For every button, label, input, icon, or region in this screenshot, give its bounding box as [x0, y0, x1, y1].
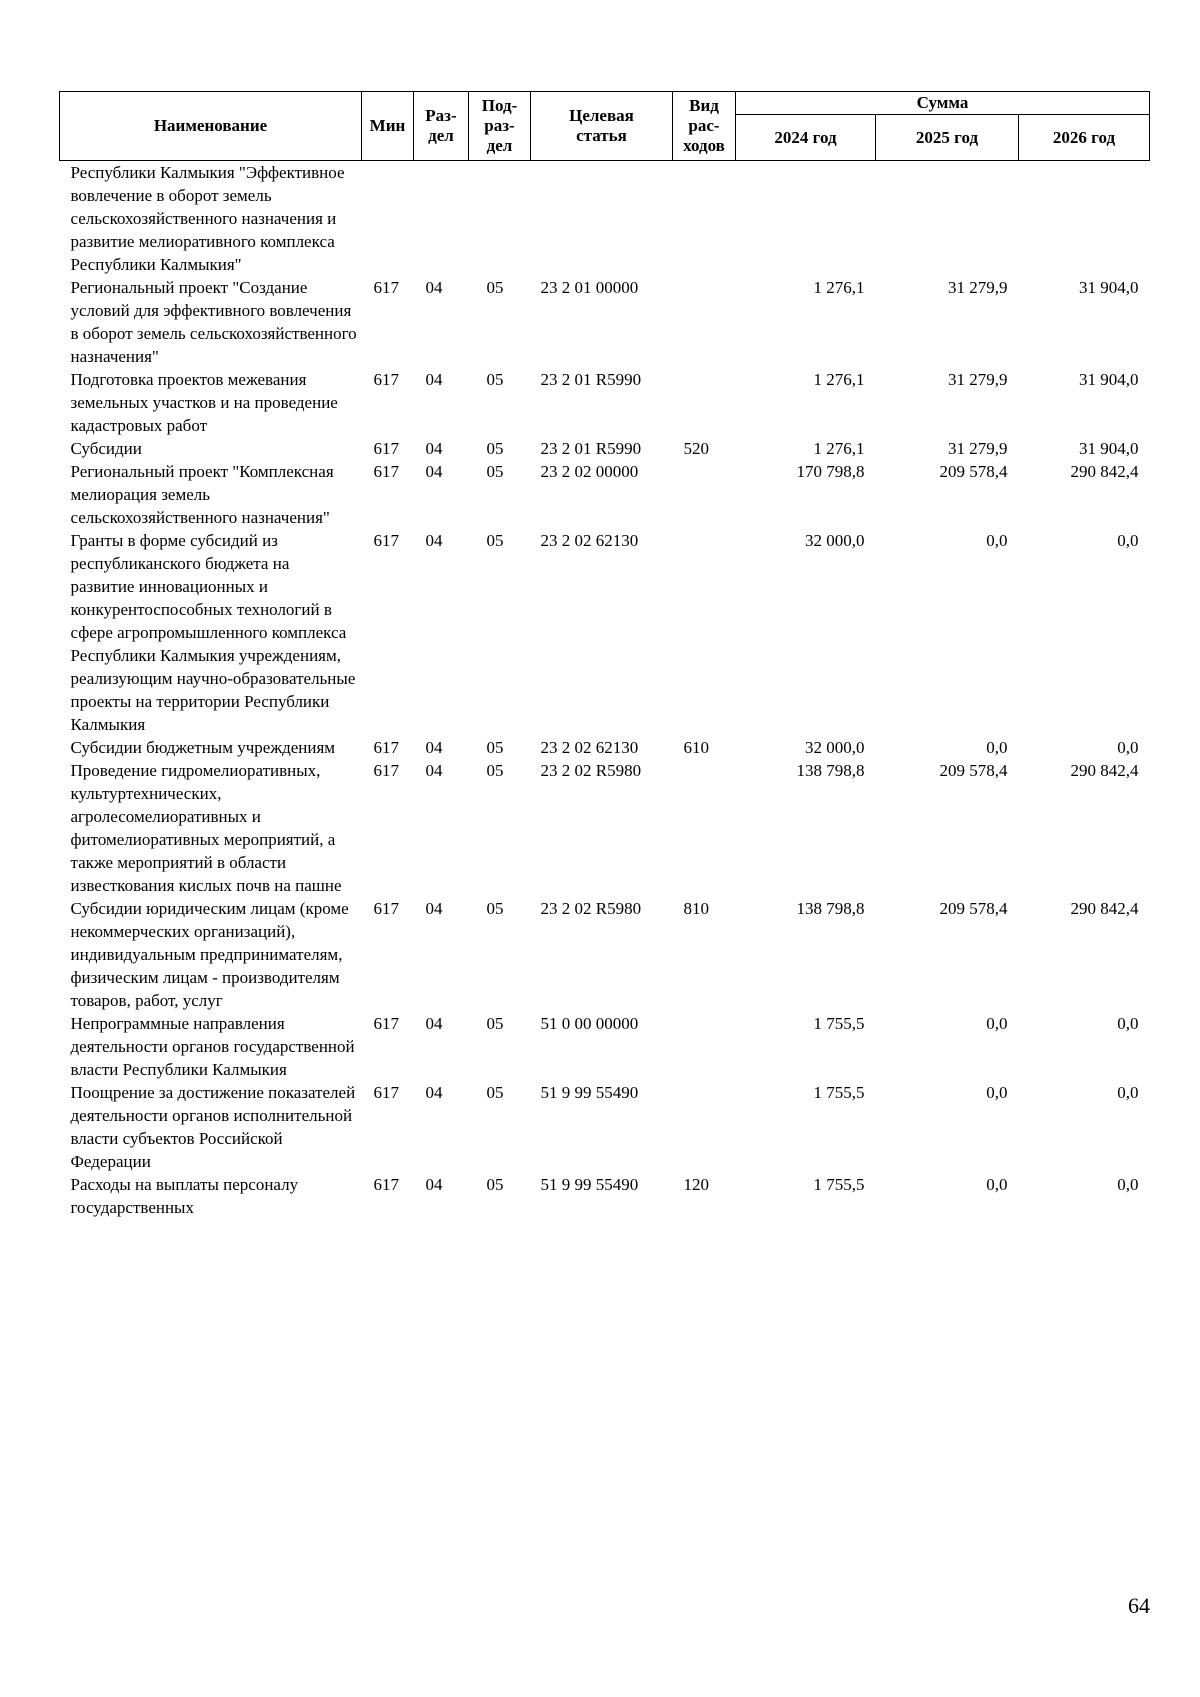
cell-razdel: 04 [425, 1083, 443, 1102]
cell-target: 23 2 02 R5980 [540, 761, 642, 780]
cell-podrazdel: 05 [486, 531, 504, 550]
cell-2026: 0,0 [1117, 1014, 1139, 1033]
cell-2024: 170 798,8 [796, 462, 865, 481]
cell-razdel: 04 [425, 1175, 443, 1194]
cell-2026: 31 904,0 [1079, 370, 1139, 389]
cell-2025: 0,0 [986, 1175, 1008, 1194]
cell-target: 51 0 00 00000 [540, 1014, 639, 1033]
cell-podrazdel: 05 [486, 462, 504, 481]
cell-min: 617 [373, 531, 399, 550]
cell-2025: 0,0 [986, 1014, 1008, 1033]
cell-razdel: 04 [425, 531, 443, 550]
cell-2025: 31 279,9 [948, 370, 1008, 389]
header-year-2026: 2026 год [1019, 115, 1150, 161]
table-row [60, 460, 1150, 529]
cell-vid [673, 529, 736, 736]
cell-2026: 0,0 [1117, 738, 1139, 757]
header-target: Целевая статья [531, 92, 673, 161]
cell-min: 617 [373, 1175, 399, 1194]
table-row [60, 1173, 1150, 1219]
cell-2024 [736, 161, 876, 277]
cell-2024: 1 755,5 [813, 1083, 865, 1102]
cell-podrazdel: 05 [486, 278, 504, 297]
cell-min: 617 [373, 899, 399, 918]
table-row [60, 1012, 1150, 1081]
cell-min: 617 [373, 462, 399, 481]
cell-target: 23 2 02 62130 [540, 738, 639, 757]
cell-name: Непрограммные направления деятельности органов государственной власти Республики Калмыкия [70, 1014, 355, 1079]
cell-razdel: 04 [425, 462, 443, 481]
cell-2025: 0,0 [986, 738, 1008, 757]
header-razdel: Раз- дел [414, 92, 469, 161]
cell-2025: 209 578,4 [939, 761, 1008, 780]
cell-2024: 32 000,0 [805, 738, 865, 757]
cell-name: Субсидии юридическим лицам (кроме некоммерческих организаций), индивидуальным предпринимателям, физическим лицам - производителям товаров, работ, услуг [70, 899, 349, 1010]
table-header [60, 92, 1150, 161]
cell-podrazdel [469, 161, 531, 277]
table-row [60, 276, 1150, 368]
cell-2026: 290 842,4 [1070, 899, 1139, 918]
table-row [60, 161, 1150, 277]
table-row [60, 759, 1150, 897]
cell-podrazdel: 05 [486, 899, 504, 918]
cell-target: 23 2 02 62130 [540, 531, 639, 550]
header-sum: Сумма [736, 92, 1150, 115]
cell-podrazdel: 05 [486, 1175, 504, 1194]
cell-podrazdel: 05 [486, 761, 504, 780]
cell-2024: 1 755,5 [813, 1014, 865, 1033]
cell-2024: 1 276,1 [813, 370, 865, 389]
cell-target: 51 9 99 55490 [540, 1175, 639, 1194]
cell-podrazdel: 05 [486, 1083, 504, 1102]
table-row [60, 437, 1150, 460]
cell-vid [673, 368, 736, 437]
cell-2024: 138 798,8 [796, 899, 865, 918]
header-podrazdel: Под- раз- дел [469, 92, 531, 161]
cell-name: Региональный проект "Комплексная мелиорация земель сельскохозяйственного назначения" [70, 462, 334, 527]
cell-target: 23 2 01 R5990 [540, 439, 642, 458]
cell-vid [673, 1081, 736, 1173]
header-min: Мин [362, 92, 414, 161]
cell-2024: 138 798,8 [796, 761, 865, 780]
cell-2026: 0,0 [1117, 1083, 1139, 1102]
cell-vid [673, 276, 736, 368]
cell-2026: 290 842,4 [1070, 462, 1139, 481]
cell-2025: 31 279,9 [948, 278, 1008, 297]
cell-vid: 120 [683, 1175, 709, 1194]
cell-2025: 209 578,4 [939, 899, 1008, 918]
cell-razdel: 04 [425, 1014, 443, 1033]
cell-2024: 1 755,5 [813, 1175, 865, 1194]
cell-min: 617 [373, 370, 399, 389]
cell-podrazdel: 05 [486, 738, 504, 757]
cell-vid [673, 460, 736, 529]
table-row [60, 368, 1150, 437]
cell-target: 51 9 99 55490 [540, 1083, 639, 1102]
cell-2026: 31 904,0 [1079, 278, 1139, 297]
cell-target: 23 2 01 R5990 [540, 370, 642, 389]
cell-min: 617 [373, 761, 399, 780]
cell-name: Республики Калмыкия "Эффективное вовлечение в оборот земель сельскохозяйственного назначения и развитие мелиоративного комплекса Республики Калмыкия" [70, 163, 345, 274]
cell-podrazdel: 05 [486, 439, 504, 458]
cell-2026: 0,0 [1117, 531, 1139, 550]
cell-2026: 31 904,0 [1079, 439, 1139, 458]
cell-2024: 32 000,0 [805, 531, 865, 550]
table-row [60, 1081, 1150, 1173]
cell-name: Подготовка проектов межевания земельных участков и на проведение кадастровых работ [70, 370, 338, 435]
cell-razdel: 04 [425, 738, 443, 757]
header-year-2025: 2025 год [876, 115, 1019, 161]
cell-name: Проведение гидромелиоративных, культуртехнических, агролесомелиоративных и фитомелиоративных мероприятий, а также мероприятий в области известкования кислых почв на пашне [70, 761, 342, 895]
cell-vid [673, 161, 736, 277]
cell-min: 617 [373, 1014, 399, 1033]
cell-2024: 1 276,1 [813, 278, 865, 297]
cell-min: 617 [373, 278, 399, 297]
page-number: 64 [1128, 1593, 1150, 1618]
cell-target: 23 2 02 R5980 [540, 899, 642, 918]
cell-min: 617 [373, 439, 399, 458]
cell-vid: 520 [683, 439, 709, 458]
cell-razdel: 04 [425, 761, 443, 780]
budget-table [59, 91, 1150, 1219]
cell-target: 23 2 02 00000 [540, 462, 639, 481]
cell-razdel: 04 [425, 899, 443, 918]
cell-vid: 610 [683, 738, 709, 757]
cell-razdel: 04 [425, 278, 443, 297]
cell-min [362, 161, 414, 277]
cell-name: Поощрение за достижение показателей деятельности органов исполнительной власти субъектов Российской Федерации [70, 1083, 356, 1171]
cell-razdel [414, 161, 469, 277]
table-row [60, 897, 1150, 1012]
cell-name: Расходы на выплаты персоналу государственных [70, 1175, 299, 1217]
header-year-2024: 2024 год [736, 115, 876, 161]
cell-vid [673, 759, 736, 897]
cell-2024: 1 276,1 [813, 439, 865, 458]
table-body [60, 161, 1150, 1220]
cell-min: 617 [373, 1083, 399, 1102]
table-row [60, 529, 1150, 736]
cell-2025: 0,0 [986, 531, 1008, 550]
cell-2026: 0,0 [1117, 1175, 1139, 1194]
cell-2025 [876, 161, 1019, 277]
cell-min: 617 [373, 738, 399, 757]
cell-vid: 810 [683, 899, 709, 918]
cell-2025: 0,0 [986, 1083, 1008, 1102]
header-name: Наименование [60, 92, 362, 161]
cell-2026 [1019, 161, 1150, 277]
cell-name: Субсидии [70, 439, 142, 458]
cell-name: Субсидии бюджетным учреждениям [70, 738, 336, 757]
table-row [60, 736, 1150, 759]
cell-vid [673, 1012, 736, 1081]
cell-podrazdel: 05 [486, 370, 504, 389]
cell-razdel: 04 [425, 439, 443, 458]
cell-name: Гранты в форме субсидий из республиканского бюджета на развитие инновационных и конкурентоспособных технологий в сфере агропромышленного комплекса Республики Калмыкия учреждениям, реализующим научно-образовательные проекты на территории Республики Калмыкия [70, 531, 356, 734]
cell-2026: 290 842,4 [1070, 761, 1139, 780]
cell-target [531, 161, 673, 277]
cell-target: 23 2 01 00000 [540, 278, 639, 297]
header-vid: Вид рас- ходов [673, 92, 736, 161]
cell-2025: 31 279,9 [948, 439, 1008, 458]
cell-2025: 209 578,4 [939, 462, 1008, 481]
cell-name: Региональный проект "Создание условий для эффективного вовлечения в оборот земель сельскохозяйственного назначения" [70, 278, 357, 366]
cell-podrazdel: 05 [486, 1014, 504, 1033]
cell-razdel: 04 [425, 370, 443, 389]
